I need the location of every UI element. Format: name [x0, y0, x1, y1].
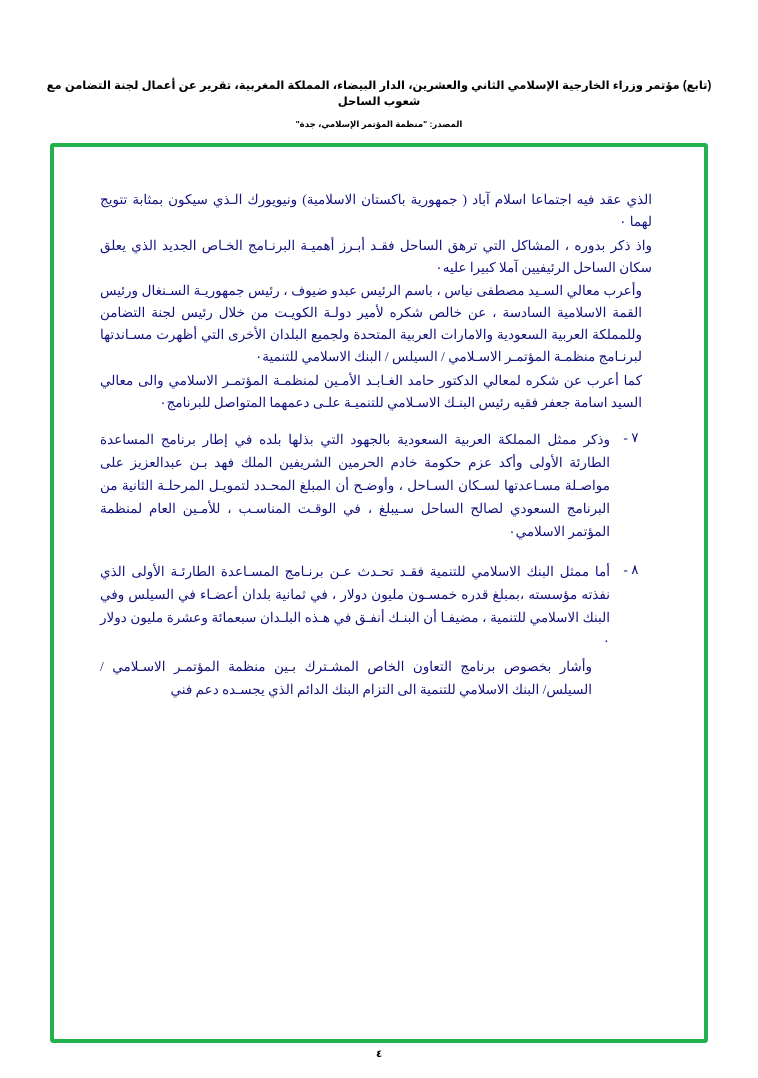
intro-block [100, 189, 652, 414]
item-number: ٧ - [623, 429, 639, 445]
paragraph: وأعرب معالي السـيد مصطفى نياس ، باسم الرئيس عبدو ضيوف ، رئيس جمهوريـة السـنغال ورئيس القمة الاسلامية السادسة ، عن خالص شكره لأمير دولـة الكويـت من خلال رئيس لجنة التضامن وللمملكة العربية السعودية والامارات العربية المتحدة ولجميع البلدان الأخرى التي أظهرت مسـاندتها لبرنـامج منظمـة المؤتمـر الاسـلامي / السيلس / البنك الاسلامي للتنمية٠ [100, 283, 642, 365]
header-source: المصدر: "منظمة المؤتمر الإسلامي، جدة" [295, 119, 463, 130]
page-number: ٤ [375, 1049, 383, 1060]
page-footer [0, 1049, 758, 1060]
item-body [100, 428, 610, 546]
paragraph: واذ ذكر بدوره ، المشاكل التي ترهق الساحل فقـد أبـرز أهميـة البرنـامج الخـاص الجديد الذي يعلق سكان الساحل الرئيفيين آملا كبيرا عليه٠ [100, 237, 652, 275]
paragraph: وأشار بخصوص برنامج التعاون الخاص المشـترك بـين منظمة المؤتمـر الاسـلامي / السيلس/ البنك الاسلامي للتنمية الى التزام البنك الدائم الذي يجسـده دعم فني [100, 658, 592, 697]
item-number: ٨ - [623, 561, 639, 577]
header-title: (تابع) مؤتمر وزراء الخارجية الإسلامي الثاني والعشرين، الدار البيضاء، المملكة المغربية، تقرير عن أعمال لجنة التضامن مع شعوب الساحل [46, 80, 712, 109]
page-header [0, 78, 758, 130]
paragraph: كما أعرب عن شكره لمعالي الدكتور حامد الغـابـد الأمـين لمنظمـة المؤتمـر الاسلامي والى معالي السيد اسامة جعفر فقيه رئيس البنـك الاسـلامي للتنميـة علـى دعمهما المتواصل للبرنامج٠ [100, 372, 642, 410]
green-border-frame [50, 143, 708, 1043]
item-body [100, 560, 610, 703]
paragraph: أما ممثل البنك الاسلامي للتنمية فقـد تحـدث عـن برنـامج المسـاعدة الطارئـة الأولى الذي نفذته مؤسسته ،بمبلغ قدره خمسـون مليون دولار ، في ثمانية بلدان أعضـاء في السيلس وفي البنك الاسلامي للتنمية ، مضيفـا أن البنـك أنفـق في هـذه البلـدان سبعمائة وعشرة مليون دولار ٠ [100, 563, 610, 649]
paragraph: الذي عقد فيه اجتماعا اسلام آباد ( جمهورية باكستان الاسلامية) ونيويورك الـذي سيكون بمثابة تتويج لهما ٠ [100, 192, 652, 229]
numbered-item [100, 560, 652, 703]
document-content [100, 189, 652, 703]
numbered-item [100, 428, 652, 546]
paragraph: وذكر ممثل المملكة العربية السعودية بالجهود التي بذلها بلده في إطار برنامج المساعدة الطارئة الأولى وأكد عزم حكومة خادم الحرمين الشريفين الملك فهد بـن عبدالعزيز على مواصـلة مسـاعدتها لسـكان السـاحل ، وأوضـح أن المبلغ المحـدد لتمويـل المرحلـة الثانية من البرنامج السعودي لصالح الساحل سـيبلغ ، في الوقـت المناسـب ، للأمـين العام لمنظمة المؤتمر الاسلامي٠ [100, 431, 610, 540]
